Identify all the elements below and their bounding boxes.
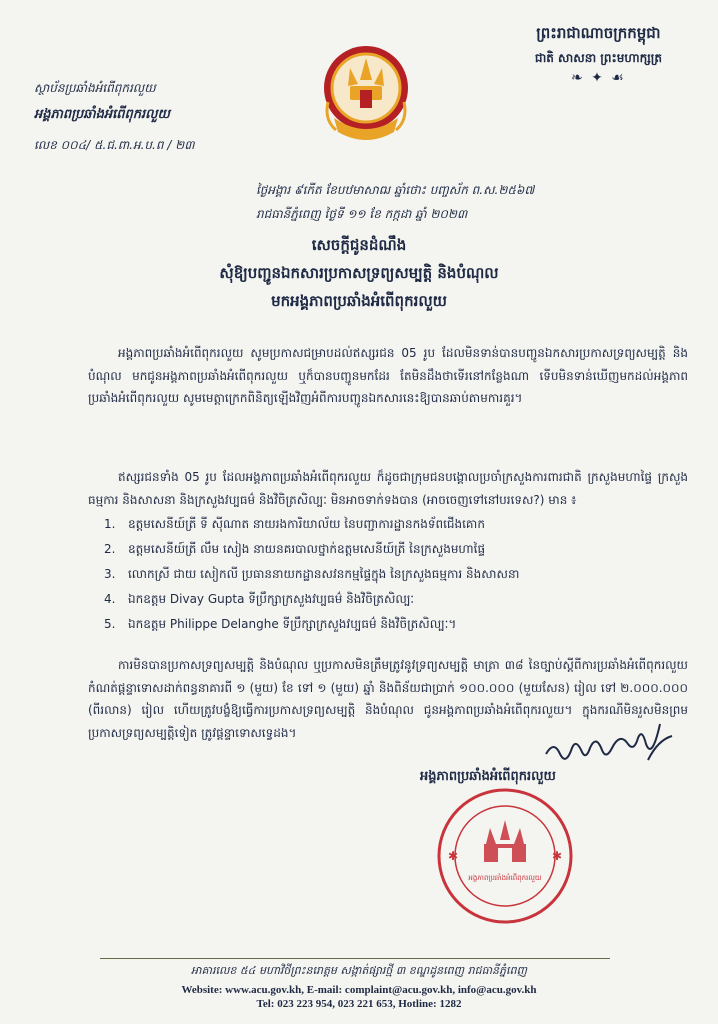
- list-item: 3. លោកស្រី ជាយ សៀកលី ប្រធាននាយកដ្ឋានសវនកម្មផ្ទៃក្នុង នៃក្រសួងធម្មការ និងសាសនា: [104, 567, 520, 581]
- date-block: [256, 178, 676, 226]
- agency-line1: ស្ថាប័នប្រឆាំងអំពើពុករលួយ: [34, 81, 156, 95]
- notice-subtitle-2: មកអង្គភាពប្រឆាំងអំពើពុករលួយ: [271, 292, 447, 310]
- list-item: 4. ឯកឧត្តម Divay Gupta ទីប្រឹក្សាក្រសួងវប្បធម៌ និងវិចិត្រសិល្បៈ: [104, 592, 415, 606]
- signature-icon: [540, 720, 690, 770]
- notice-subtitle-1: សុំឱ្យបញ្ជូនឯកសារប្រកាសទ្រព្យសម្បត្តិ និងបំណុល: [219, 264, 499, 282]
- footer: [0, 964, 718, 1010]
- svg-text:✱: ✱: [448, 849, 459, 863]
- agency-header: [34, 80, 254, 155]
- official-list: [104, 512, 684, 637]
- paragraph-3: ការមិនបានប្រកាសទ្រព្យសម្បត្តិ និងបំណុល ឬប្រកាសមិនត្រឹមត្រូវនូវទ្រព្យសម្បត្តិ មាត្រា ៣៨ នៃច្បាប់ស្តីពីការប្រឆាំងអំពើពុករលួយ កំណត់ផ្តន្ទាទោសដាក់ពន្ធនាគារពី ១ (មួយ) ខែ ទៅ ១ (មួយ) ឆ្នាំ និងពិន័យជាប្រាក់ ១០០.០០០ (មួយសែន) រៀល ទៅ ២.០០០.០០០ (ពីរលាន) រៀល ហើយត្រូវបង្ខំឱ្យធ្វើការប្រកាសទ្រព្យសម្បត្តិ និងបំណុល ជូនអង្គភាពប្រឆាំងអំពើពុករលួយ។ ក្នុងករណីមិនរួសមិនព្រមប្រកាសទ្រព្យសម្បត្តិទៀត ត្រូវផ្តន្ទាទោសទ្វេដង។: [88, 658, 688, 740]
- footer-phone: Tel: 023 223 954, 023 221 653, Hotline: 1282: [256, 998, 462, 1010]
- notice-heading: [0, 236, 718, 314]
- footer-address: អាគារលេខ ៥៤ មហាវិថីព្រះនរោត្តម សង្កាត់ផ្សារថ្មី ៣ ខណ្ឌដូនពេញ រាជធានីភ្នំពេញ: [191, 964, 527, 977]
- paragraph-2: ឥស្សរជនទាំង 05 រូប ដែលអង្គភាពប្រឆាំងអំពើពុករលួយ ក៏ដូចជាក្រុមជនបង្គោលប្រចាំក្រសួងការពារជាតិ ក្រសួងមហាផ្ទៃ ក្រសួងធម្មការ និងសាសនា និងក្រសួងវប្បធម៌ និងវិចិត្រសិល្បៈ មិនអាចទាក់ទងបាន (អាចចេញទៅនៅបរទេស?) មាន ៖: [88, 470, 688, 507]
- agency-line2: អង្គភាពប្រឆាំងអំពើពុករលួយ: [34, 107, 170, 122]
- list-item: 2. ឧត្តមសេនីយ៍ត្រី លឹម សៀង នាយនគរបាលថ្នាក់ឧត្តមសេនីយ៍ត្រី នៃក្រសួងមហាផ្ទៃ: [104, 542, 486, 556]
- solar-date: រាជធានីភ្នំពេញ ថ្ងៃទី ១១ ខែ កក្កដា ឆ្នាំ ២០២៣: [256, 207, 468, 221]
- signatory-title: អង្គភាពប្រឆាំងអំពើពុករលួយ: [420, 769, 556, 784]
- notice-title: សេចក្តីជូនដំណឹង: [311, 236, 407, 254]
- list-item: 5. ឯកឧត្តម Philippe Delanghe ទីប្រឹក្សាក្រសួងវប្បធម៌ និងវិចិត្រសិល្បៈ។: [104, 617, 457, 631]
- footer-divider: [100, 958, 610, 959]
- kingdom-header: [535, 24, 662, 86]
- official-seal-icon: [430, 786, 580, 926]
- list-item: 1. ឧត្តមសេនីយ៍ត្រី ទី ស៊ីណាត នាយរងការិយាល័យ នៃបញ្ជាការដ្ឋានកងទ័ពជើងគោក: [104, 517, 485, 531]
- paragraph-1: អង្គភាពប្រឆាំងអំពើពុករលួយ សូមប្រកាសជម្រាបដល់ឥស្សរជន 05 រូប ដែលមិនទាន់បានបញ្ជូនឯកសារប្រកាសទ្រព្យសម្បត្តិ និងបំណុល មកជូនអង្គភាពប្រឆាំងអំពើពុករលួយ ឬក៏បានបញ្ជូនមកដែរ តែមិនដឹងថាទើរនៅកន្លែងណា ទើបមិនទាន់ឃើញមកដល់អង្គភាពប្រឆាំងអំពើពុករលួយ សូមមេត្តាក្រេកពិនិត្យឡើងវិញអំពីការបញ្ជូនឯកសារនេះឱ្យបានឆាប់តាមការគួរ។: [88, 346, 688, 405]
- ornament-icon: ❧ ✦ ☙: [570, 70, 626, 86]
- footer-website: Website: www.acu.gov.kh, E-mail: complaint@acu.gov.kh, info@acu.gov.kh: [181, 984, 537, 996]
- kingdom-line2: ជាតិ សាសនា ព្រះមហាក្សត្រ: [534, 51, 662, 65]
- seal-inner-text: អង្គភាពប្រឆាំងអំពើពុករលួយ: [468, 874, 542, 882]
- acu-logo-icon: [320, 40, 412, 150]
- kingdom-line1: ព្រះរាជាណាចក្រកម្ពុជា: [536, 24, 661, 42]
- svg-text:✱: ✱: [552, 849, 563, 863]
- lunar-date: ថ្ងៃអង្គារ ៩កើត ខែបឋមាសាឍ ឆ្នាំថោះ បញ្ចស័ក ព.ស.២៥៦៧: [256, 183, 535, 197]
- reference-number: លេខ ០០៤/ ៥.ជ.ពា.អ.ប.ព / ២៣: [34, 138, 195, 152]
